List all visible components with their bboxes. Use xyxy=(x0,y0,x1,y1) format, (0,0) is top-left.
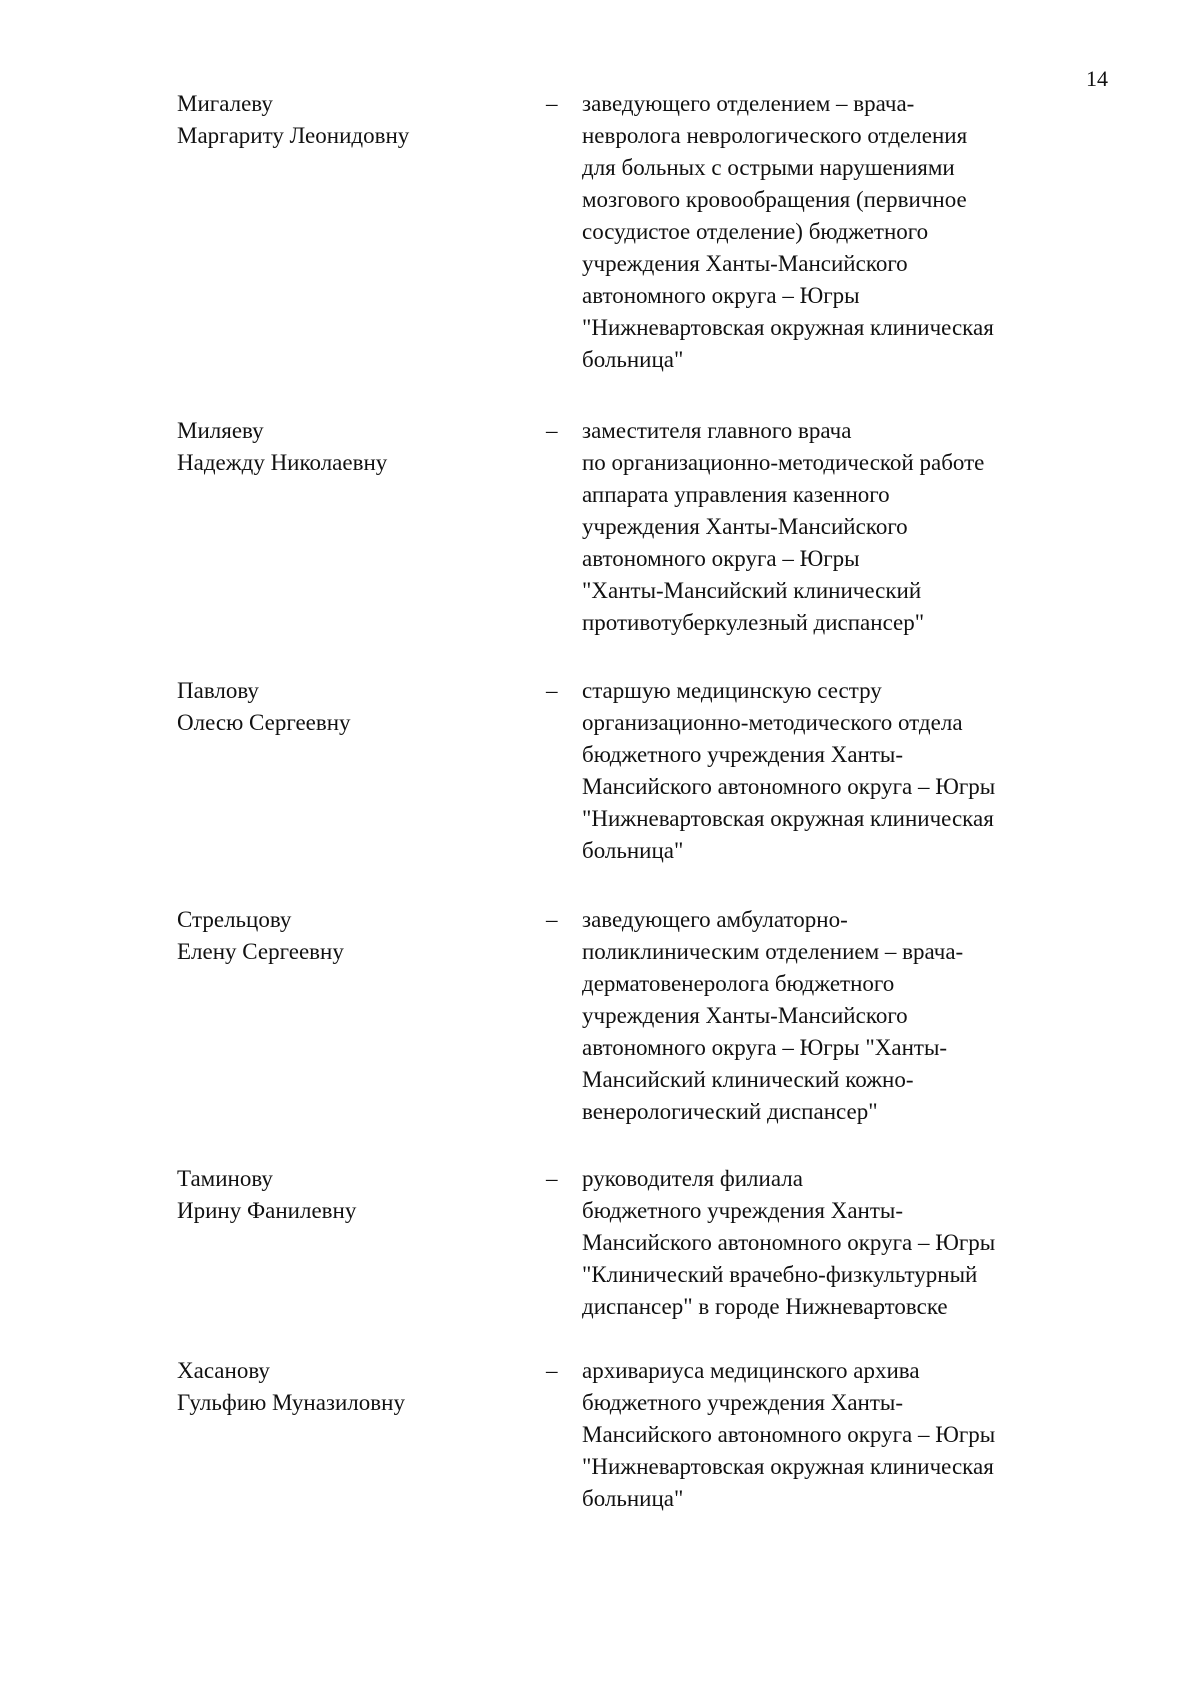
position-line: бюджетного учреждения Ханты- xyxy=(582,1198,904,1223)
dash-separator: – xyxy=(546,1166,558,1191)
position-line: мозгового кровообращения (первичное xyxy=(582,187,967,212)
position-description xyxy=(582,1355,1102,1515)
position-line: Мансийского автономного округа – Югры xyxy=(582,1230,996,1255)
position-description xyxy=(582,1163,1102,1323)
surname: Таминову xyxy=(177,1166,273,1191)
position-line: больница" xyxy=(582,1486,684,1511)
surname: Мигалеву xyxy=(177,91,273,116)
position-line: автономного округа – Югры "Ханты- xyxy=(582,1035,948,1060)
position-line: аппарата управления казенного xyxy=(582,482,890,507)
given-names: Ирину Фанилевну xyxy=(177,1198,357,1223)
position-line: автономного округа – Югры xyxy=(582,546,860,571)
position-line: Мансийский клинический кожно- xyxy=(582,1067,914,1092)
position-line: учреждения Ханты-Мансийского xyxy=(582,1003,908,1028)
position-line: бюджетного учреждения Ханты- xyxy=(582,1390,904,1415)
person-name xyxy=(177,675,537,739)
position-line: Мансийского автономного округа – Югры xyxy=(582,774,996,799)
position-line: архивариуса медицинского архива xyxy=(582,1358,920,1383)
surname: Хасанову xyxy=(177,1358,270,1383)
dash-separator: – xyxy=(546,1358,558,1383)
position-line: учреждения Ханты-Мансийского xyxy=(582,514,908,539)
person-name xyxy=(177,1355,537,1419)
position-line: больница" xyxy=(582,347,684,372)
position-line: сосудистое отделение) бюджетного xyxy=(582,219,929,244)
given-names: Маргариту Леонидовну xyxy=(177,123,410,148)
position-description xyxy=(582,904,1102,1128)
position-line: заведующего отделением – врача- xyxy=(582,91,915,116)
surname: Павлову xyxy=(177,678,259,703)
position-description xyxy=(582,415,1102,639)
position-line: невролога неврологического отделения xyxy=(582,123,968,148)
person-name xyxy=(177,88,537,152)
position-line: старшую медицинскую сестру xyxy=(582,678,882,703)
position-line: автономного округа – Югры xyxy=(582,283,860,308)
position-line: для больных с острыми нарушениями xyxy=(582,155,955,180)
person-name xyxy=(177,415,537,479)
given-names: Олесю Сергеевну xyxy=(177,710,351,735)
position-line: бюджетного учреждения Ханты- xyxy=(582,742,904,767)
position-line: учреждения Ханты-Мансийского xyxy=(582,251,908,276)
dash-separator: – xyxy=(546,678,558,703)
dash-separator: – xyxy=(546,907,558,932)
surname: Стрельцову xyxy=(177,907,292,932)
position-line: заведующего амбулаторно- xyxy=(582,907,848,932)
position-line: руководителя филиала xyxy=(582,1166,803,1191)
position-line: организационно-методического отдела xyxy=(582,710,963,735)
person-name xyxy=(177,904,537,968)
position-description xyxy=(582,88,1102,376)
position-line: "Клинический врачебно-физкультурный xyxy=(582,1262,978,1287)
dash-separator: – xyxy=(546,418,558,443)
position-line: "Нижневартовская окружная клиническая xyxy=(582,806,994,831)
given-names: Гульфию Муназиловну xyxy=(177,1390,405,1415)
position-line: поликлиническим отделением – врача- xyxy=(582,939,964,964)
surname: Миляеву xyxy=(177,418,264,443)
position-line: противотуберкулезный диспансер" xyxy=(582,610,925,635)
dash-separator: – xyxy=(546,91,558,116)
given-names: Елену Сергеевну xyxy=(177,939,344,964)
position-line: диспансер" в городе Нижневартовске xyxy=(582,1294,948,1319)
page-number: 14 xyxy=(1086,66,1108,91)
person-name xyxy=(177,1163,537,1227)
given-names: Надежду Николаевну xyxy=(177,450,388,475)
position-line: венерологический диспансер" xyxy=(582,1099,878,1124)
position-line: дерматовенеролога бюджетного xyxy=(582,971,895,996)
position-line: "Нижневартовская окружная клиническая xyxy=(582,1454,994,1479)
position-line: больница" xyxy=(582,838,684,863)
position-line: "Нижневартовская окружная клиническая xyxy=(582,315,994,340)
position-description xyxy=(582,675,1102,867)
position-line: заместителя главного врача xyxy=(582,418,852,443)
position-line: Мансийского автономного округа – Югры xyxy=(582,1422,996,1447)
position-line: по организационно-методической работе xyxy=(582,450,985,475)
position-line: "Ханты-Мансийский клинический xyxy=(582,578,922,603)
